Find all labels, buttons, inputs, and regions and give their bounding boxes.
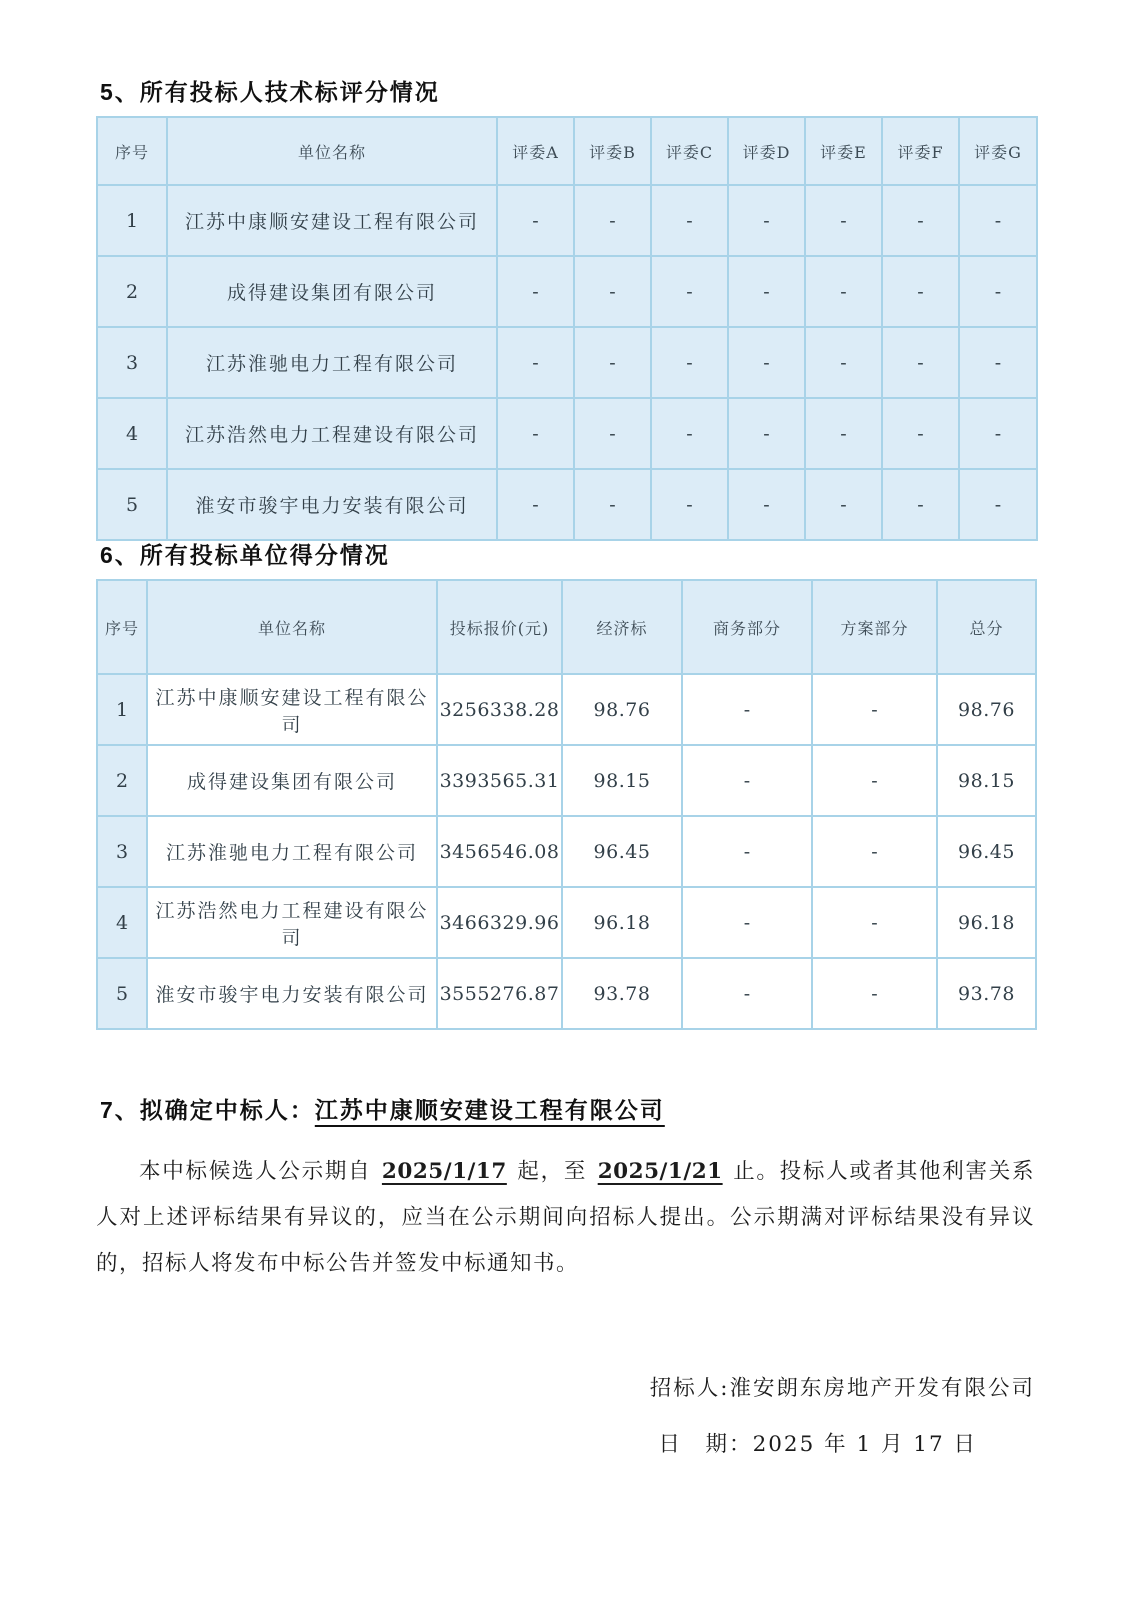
cell-economic-score: 98.15 (562, 745, 682, 816)
col-header-company: 单位名称 (167, 117, 497, 185)
cell-judge-score: - (497, 327, 574, 398)
cell-judge-score: - (959, 185, 1037, 256)
cell-judge-score: - (574, 256, 651, 327)
cell-judge-score: - (574, 398, 651, 469)
cell-bid-price: 3256338.28 (437, 674, 562, 745)
col-header-total: 总分 (937, 580, 1036, 674)
cell-total-score: 98.76 (937, 674, 1036, 745)
table-row (97, 469, 1037, 540)
col-header-serial: 序号 (97, 580, 147, 674)
col-header-judge-b: 评委B (574, 117, 651, 185)
cell-total-score: 93.78 (937, 958, 1036, 1029)
cell-serial: 1 (97, 674, 147, 745)
cell-economic-score: 96.45 (562, 816, 682, 887)
table-row (97, 327, 1037, 398)
cell-company-name: 江苏淮驰电力工程有限公司 (147, 816, 437, 887)
signature-block (96, 1371, 1035, 1458)
cell-business-score: - (682, 816, 812, 887)
cell-bid-price: 3555276.87 (437, 958, 562, 1029)
cell-company-name: 江苏浩然电力工程建设有限公司 (147, 887, 437, 958)
cell-serial: 2 (97, 256, 167, 327)
table-row (97, 185, 1037, 256)
cell-judge-score: - (805, 469, 882, 540)
cell-judge-score: - (651, 327, 728, 398)
cell-judge-score: - (574, 185, 651, 256)
cell-judge-score: - (728, 185, 805, 256)
cell-company-name: 江苏中康顺安建设工程有限公司 (147, 674, 437, 745)
date-label: 日 期： (658, 1432, 753, 1457)
cell-business-score: - (682, 958, 812, 1029)
tenderer-name: 淮安朗东房地产开发有限公司 (729, 1376, 1035, 1401)
table-row (97, 816, 1036, 887)
paragraph-text: 本中标候选人公示期自 (139, 1159, 380, 1184)
cell-judge-score: - (805, 256, 882, 327)
cell-economic-score: 98.76 (562, 674, 682, 745)
table-row (97, 887, 1036, 958)
cell-judge-score: - (497, 256, 574, 327)
publicity-end-date: 2025/1/21 (597, 1159, 723, 1184)
cell-judge-score: - (651, 256, 728, 327)
cell-total-score: 96.45 (937, 816, 1036, 887)
cell-company-name: 淮安市骏宇电力安装有限公司 (167, 469, 497, 540)
cell-total-score: 98.15 (937, 745, 1036, 816)
col-header-business: 商务部分 (682, 580, 812, 674)
cell-judge-score: - (651, 398, 728, 469)
cell-company-name: 成得建设集团有限公司 (167, 256, 497, 327)
cell-judge-score: - (805, 327, 882, 398)
col-header-judge-e: 评委E (805, 117, 882, 185)
col-header-judge-f: 评委F (882, 117, 959, 185)
publicity-start-date: 2025/1/17 (381, 1159, 507, 1184)
section7-title (100, 1092, 1035, 1125)
cell-plan-score: - (812, 958, 937, 1029)
cell-judge-score: - (959, 398, 1037, 469)
cell-judge-score: - (882, 469, 959, 540)
section7-title-prefix: 7、拟确定中标人： (100, 1097, 315, 1123)
winner-name: 江苏中康顺安建设工程有限公司 (314, 1097, 665, 1123)
cell-business-score: - (682, 887, 812, 958)
table-header-row (97, 580, 1036, 674)
tenderer-line (96, 1371, 1035, 1402)
cell-economic-score: 96.18 (562, 887, 682, 958)
cell-judge-score: - (728, 469, 805, 540)
cell-plan-score: - (812, 745, 937, 816)
cell-business-score: - (682, 745, 812, 816)
cell-judge-score: - (882, 185, 959, 256)
cell-business-score: - (682, 674, 812, 745)
cell-bid-price: 3393565.31 (437, 745, 562, 816)
cell-judge-score: - (728, 256, 805, 327)
cell-judge-score: - (805, 398, 882, 469)
section5-title: 5、所有投标人技术标评分情况 (100, 79, 440, 105)
cell-total-score: 96.18 (937, 887, 1036, 958)
cell-company-name: 江苏中康顺安建设工程有限公司 (167, 185, 497, 256)
col-header-judge-a: 评委A (497, 117, 574, 185)
table-row (97, 256, 1037, 327)
publicity-paragraph (96, 1149, 1035, 1287)
total-score-table (96, 579, 1037, 1030)
table-header-row (97, 117, 1037, 185)
col-header-judge-c: 评委C (651, 117, 728, 185)
cell-plan-score: - (812, 816, 937, 887)
paragraph-text: 止。投标人或者其他利害关系人对上述评标结果有异议的，应当在公示期间向招标人提出。公示期满对评标结果没有异议的，招标人将发布中标公告并签发中标通知书。 (96, 1159, 1035, 1276)
cell-bid-price: 3466329.96 (437, 887, 562, 958)
col-header-serial: 序号 (97, 117, 167, 185)
date-line (96, 1427, 1035, 1458)
table-row (97, 958, 1036, 1029)
date-value: 2025 年 1 月 17 日 (752, 1432, 977, 1457)
cell-company-name: 淮安市骏宇电力安装有限公司 (147, 958, 437, 1029)
table-row (97, 745, 1036, 816)
cell-judge-score: - (728, 327, 805, 398)
cell-judge-score: - (959, 469, 1037, 540)
col-header-company: 单位名称 (147, 580, 437, 674)
cell-serial: 2 (97, 745, 147, 816)
cell-bid-price: 3456546.08 (437, 816, 562, 887)
cell-serial: 3 (97, 327, 167, 398)
cell-judge-score: - (497, 398, 574, 469)
tenderer-label: 招标人: (649, 1376, 730, 1401)
cell-serial: 5 (97, 469, 167, 540)
cell-judge-score: - (882, 327, 959, 398)
col-header-judge-g: 评委G (959, 117, 1037, 185)
cell-serial: 5 (97, 958, 147, 1029)
paragraph-text: 起，至 (508, 1159, 596, 1184)
cell-company-name: 江苏浩然电力工程建设有限公司 (167, 398, 497, 469)
cell-judge-score: - (882, 398, 959, 469)
cell-judge-score: - (574, 327, 651, 398)
cell-judge-score: - (651, 185, 728, 256)
cell-serial: 1 (97, 185, 167, 256)
cell-economic-score: 93.78 (562, 958, 682, 1029)
col-header-plan: 方案部分 (812, 580, 937, 674)
cell-judge-score: - (497, 469, 574, 540)
cell-judge-score: - (959, 256, 1037, 327)
cell-company-name: 江苏淮驰电力工程有限公司 (167, 327, 497, 398)
table-row (97, 398, 1037, 469)
cell-judge-score: - (651, 469, 728, 540)
cell-plan-score: - (812, 674, 937, 745)
cell-judge-score: - (805, 185, 882, 256)
cell-company-name: 成得建设集团有限公司 (147, 745, 437, 816)
tech-score-table (96, 116, 1038, 541)
cell-serial: 4 (97, 887, 147, 958)
cell-plan-score: - (812, 887, 937, 958)
cell-serial: 3 (97, 816, 147, 887)
cell-judge-score: - (959, 327, 1037, 398)
cell-judge-score: - (728, 398, 805, 469)
document-content (96, 78, 1035, 1458)
cell-judge-score: - (574, 469, 651, 540)
cell-judge-score: - (882, 256, 959, 327)
col-header-economic: 经济标 (562, 580, 682, 674)
section6-title: 6、所有投标单位得分情况 (100, 542, 390, 568)
table-row (97, 674, 1036, 745)
cell-judge-score: - (497, 185, 574, 256)
cell-serial: 4 (97, 398, 167, 469)
col-header-judge-d: 评委D (728, 117, 805, 185)
col-header-bid-price: 投标报价(元) (437, 580, 562, 674)
